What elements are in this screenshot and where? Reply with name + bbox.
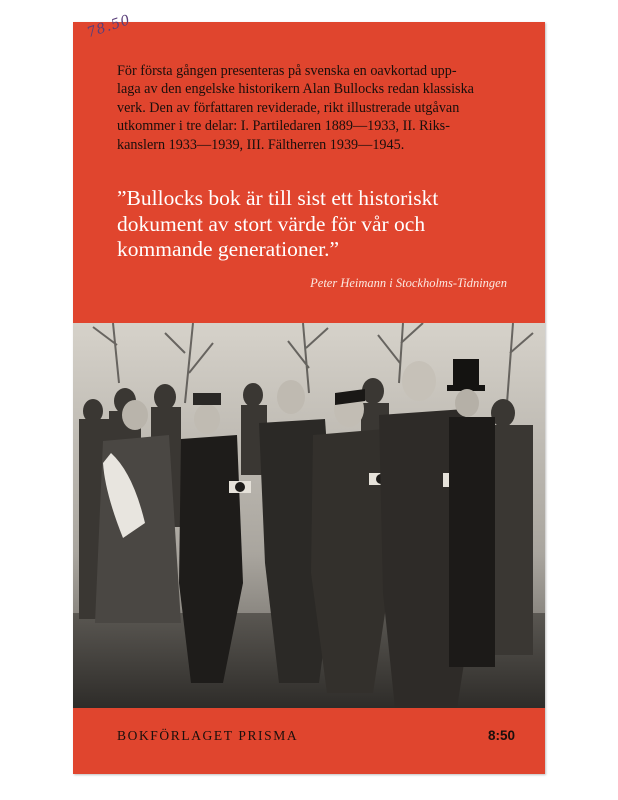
review-quote [117, 186, 527, 263]
price-label: 8:50 [487, 728, 515, 743]
quote-line: ”Bullocks bok är till sist ett historiskt [117, 186, 439, 210]
publisher-name: BOKFÖRLAGET PRISMA [117, 728, 299, 743]
blurb-line: kanslern 1933—1939, III. Fältherren 1939—1945. [117, 136, 405, 153]
historical-photograph [73, 323, 545, 708]
handwritten-price-note: 78.50 [85, 12, 133, 42]
blurb-line: verk. Den av författaren reviderade, rikt illustrerade utgåvan [117, 99, 460, 116]
blurb-line: laga av den engelske historikern Alan Bullocks redan klassiska [117, 81, 474, 98]
description-blurb [117, 62, 521, 154]
quote-line: kommande generationer.” [117, 237, 340, 261]
blurb-line: utkommer i tre delar: I. Partiledaren 1889—1933, II. Riks- [117, 118, 450, 135]
book-back-cover [73, 12, 545, 774]
quote-attribution: Peter Heimann i Stockholms-Tidningen [310, 276, 507, 290]
blurb-line: För första gången presenteras på svenska en oavkortad upp- [117, 63, 457, 79]
quote-line: dokument av stort värde för vår och [117, 211, 426, 236]
